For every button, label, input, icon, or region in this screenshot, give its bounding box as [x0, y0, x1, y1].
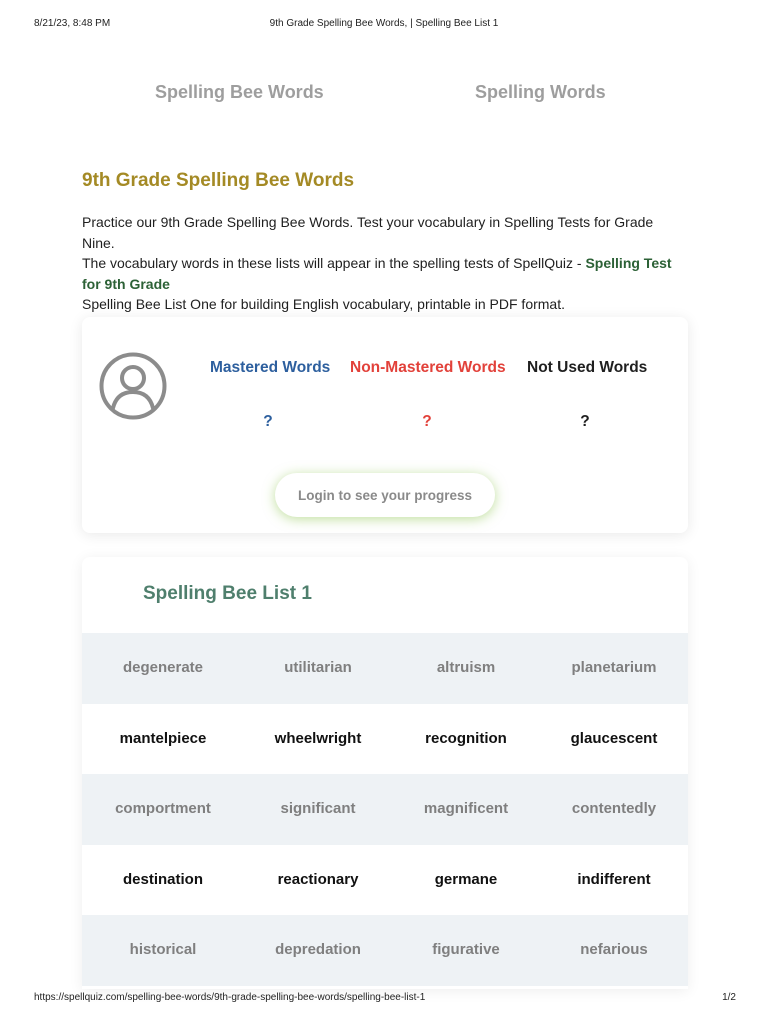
- mastered-words-label: Mastered Words: [210, 359, 331, 376]
- intro-text: [82, 212, 682, 315]
- word-row: [82, 845, 688, 916]
- word-list-title: Spelling Bee List 1: [143, 583, 312, 604]
- intro-line-2: [82, 253, 682, 294]
- top-navigation: [0, 82, 768, 106]
- word-item[interactable]: mantelpiece: [119, 729, 207, 747]
- print-url: https://spellquiz.com/spelling-bee-words/9th-grade-spelling-bee-words/spelling-bee-list-1: [34, 992, 426, 1003]
- nav-link-spelling-bee-words[interactable]: Spelling Bee Words: [155, 82, 324, 102]
- word-item[interactable]: utilitarian: [284, 659, 352, 676]
- word-item[interactable]: germane: [434, 870, 498, 888]
- word-item[interactable]: altruism: [436, 659, 496, 676]
- spelling-test-link[interactable]: Spelling Test for 9th Grade: [82, 255, 672, 292]
- mastered-words-count: ?: [263, 413, 273, 430]
- word-item[interactable]: depredation: [275, 941, 361, 958]
- word-row: [82, 774, 688, 845]
- word-item[interactable]: reactionary: [277, 870, 359, 888]
- word-grid: [82, 633, 688, 986]
- word-item[interactable]: indifferent: [577, 870, 651, 888]
- word-item[interactable]: wheelwright: [274, 729, 362, 747]
- word-item[interactable]: historical: [129, 941, 197, 958]
- not-used-words-label: Not Used Words: [527, 359, 648, 376]
- intro-line-2-text: The vocabulary words in these lists will appear in the spelling tests of SpellQuiz -: [82, 255, 586, 271]
- word-row: [82, 915, 688, 986]
- page-title: 9th Grade Spelling Bee Words: [82, 170, 355, 191]
- word-row: [82, 704, 688, 775]
- word-item[interactable]: magnificent: [423, 800, 509, 817]
- word-list-card: [82, 557, 688, 989]
- word-item[interactable]: contentedly: [571, 800, 657, 817]
- print-datetime: 8/21/23, 8:48 PM: [34, 18, 111, 29]
- word-item[interactable]: destination: [122, 870, 203, 888]
- login-progress-button[interactable]: Login to see your progress: [275, 473, 495, 517]
- word-item[interactable]: glaucescent: [570, 729, 658, 747]
- word-item[interactable]: recognition: [425, 729, 507, 747]
- word-row: [82, 633, 688, 704]
- word-item[interactable]: nefarious: [580, 941, 648, 958]
- not-used-words-count: ?: [580, 413, 590, 430]
- print-footer: [0, 992, 768, 1006]
- intro-line-1: Practice our 9th Grade Spelling Bee Words. Test your vocabulary in Spelling Tests for Grade Nine.: [82, 214, 654, 251]
- user-avatar-icon: [99, 352, 167, 420]
- non-mastered-words-label: Non-Mastered Words: [350, 359, 506, 376]
- print-header: [0, 18, 768, 32]
- nav-link-spelling-words[interactable]: Spelling Words: [475, 82, 606, 102]
- print-page-number: 1/2: [722, 992, 736, 1003]
- word-item[interactable]: degenerate: [122, 659, 204, 676]
- word-item[interactable]: planetarium: [571, 659, 657, 676]
- word-item[interactable]: comportment: [115, 800, 211, 817]
- word-item[interactable]: figurative: [432, 941, 500, 958]
- print-page-title: 9th Grade Spelling Bee Words, | Spelling Bee List 1: [269, 18, 499, 29]
- intro-line-3: Spelling Bee List One for building English vocabulary, printable in PDF format.: [82, 296, 565, 312]
- word-item[interactable]: significant: [280, 800, 356, 817]
- non-mastered-words-count: ?: [422, 413, 432, 430]
- progress-card: [82, 317, 688, 533]
